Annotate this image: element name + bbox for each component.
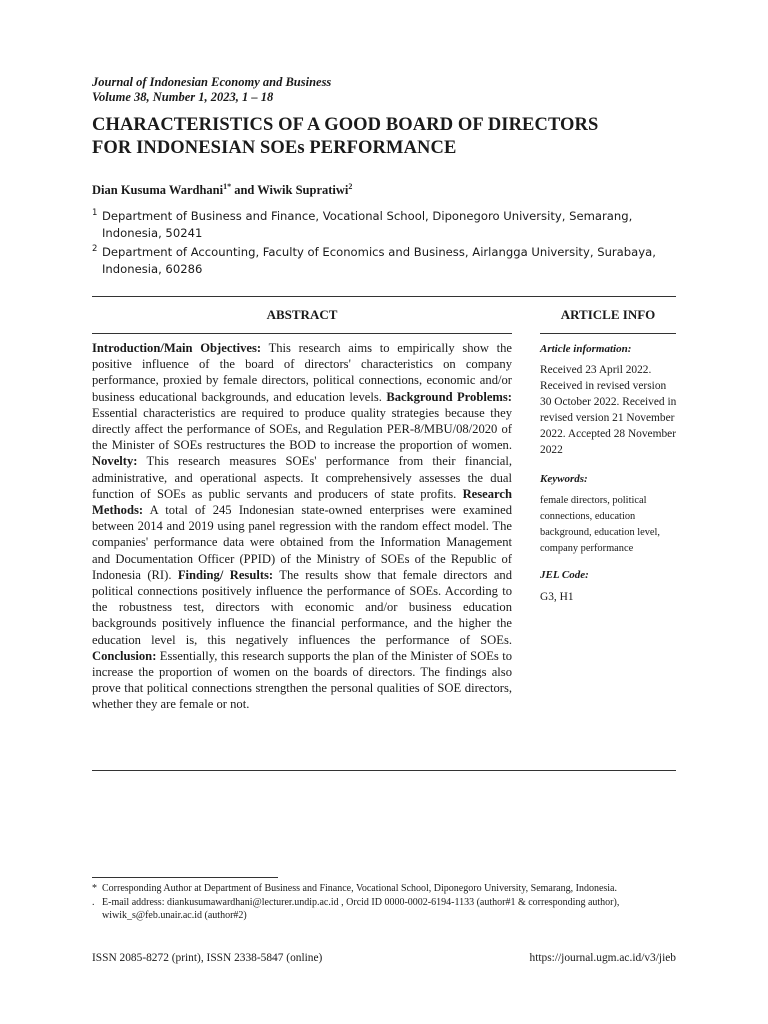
footnote-marker: * xyxy=(92,883,97,894)
novelty-text: This research measures SOEs' performance from their financial, administrative, and operational aspects. It comprehensively assesses the dual function of SOEs as public servants and producers of state profits. xyxy=(92,454,512,501)
findings-label: Finding/ Results: xyxy=(177,567,274,582)
author-2-marker: 2 xyxy=(348,182,353,191)
affiliation-text: Department of Business and Finance, Vocational School, Diponegoro University, Semarang, Indonesia, 50241 xyxy=(102,209,633,240)
title-line-1: CHARACTERISTICS OF A GOOD BOARD OF DIRECTORS xyxy=(92,115,599,135)
affiliation-number: 2 xyxy=(92,244,98,254)
footnotes xyxy=(92,883,676,924)
footnote-text: Corresponding Author at Department of Business and Finance, Vocational School, Diponegoro University, Semarang, Indonesia. xyxy=(102,883,617,894)
jel-code-label: JEL Code: xyxy=(540,569,589,581)
footnote-divider xyxy=(92,877,278,878)
article-info-heading: ARTICLE INFO xyxy=(560,307,656,322)
affiliation-number: 1 xyxy=(92,208,98,218)
abstract-body xyxy=(92,340,512,713)
findings-text: The results show that female directors and political connections positively influence the performance of SOEs. According to the robustness test, directors with economic and/or business education backgrounds positively influence the financial performance, and the higher the education level is, this negatively influences the performance of SOEs. xyxy=(92,567,513,647)
received-dates: Received 23 April 2022. Received in revised version 30 October 2022. Received in revised version 21 November 2022. Accepted 28 November 2022 xyxy=(540,364,677,456)
intro-text: This research aims to empirically show the positive influence of the board of directors' characteristics on company performance, proxied by female directors, political connections, economic and/or business educational backgrounds, and education levels. xyxy=(92,341,512,404)
footnote-corresponding xyxy=(92,883,676,895)
author-conjunction: and xyxy=(231,183,258,198)
footer-issn: ISSN 2085-8272 (print), ISSN 2338-5847 (online) xyxy=(92,952,323,964)
methods-text: A total of 245 Indonesian state-owned enterprises were examined between 2014 and 2019 using panel regression with the random effect model. The companies' performance data were obtained from the Information Management and Documentation Officer (PPID) of the Ministry of SOEs of the Republic of Indonesia (RI). xyxy=(92,503,512,582)
affiliation-2 xyxy=(92,244,672,277)
bottom-divider xyxy=(92,770,676,771)
info-heading-underline xyxy=(540,333,676,334)
intro-label: Introduction/Main Objectives: xyxy=(92,341,262,355)
article-information-label: Article information: xyxy=(540,343,632,355)
abstract-heading: ABSTRACT xyxy=(266,307,338,322)
journal-header xyxy=(92,75,331,105)
novelty-label: Novelty: xyxy=(92,454,138,469)
author-list xyxy=(92,182,352,198)
top-divider xyxy=(92,296,676,297)
article-info-panel xyxy=(540,341,680,605)
footer-url[interactable]: https://journal.ugm.ac.id/v3/jieb xyxy=(529,952,676,964)
affiliation-text: Department of Accounting, Faculty of Economics and Business, Airlangga University, Surabaya, Indonesia, 60286 xyxy=(102,245,656,276)
methods-label: Research Methods: xyxy=(92,486,512,518)
journal-volume: Volume 38, Number 1, 2023, 1 – 18 xyxy=(92,90,274,104)
abstract-heading-underline xyxy=(92,333,512,334)
background-label: Background Problems: xyxy=(386,389,513,404)
author-1: Dian Kusuma Wardhani xyxy=(92,183,224,198)
author-1-marker: 1* xyxy=(223,182,232,191)
paper-title xyxy=(92,114,692,160)
footnote-marker: . xyxy=(92,897,95,909)
footnote-email xyxy=(92,897,676,922)
keywords-label: Keywords: xyxy=(540,473,588,485)
background-text: Essential characteristics are required to produce quality strategies because they directly affect the performance of SOEs, and Regulation PER-8/MBU/08/2020 of the Minister of SOEs restructures the BOD to increase the proportion of women. xyxy=(92,405,512,453)
affiliation-1 xyxy=(92,208,672,241)
jel-code-value: G3, H1 xyxy=(540,591,574,603)
author-2: Wiwik Supratiwi xyxy=(257,183,349,198)
affiliation-list xyxy=(92,208,672,280)
footnote-text: E-mail address: diankusumawardhani@lecturer.undip.ac.id , Orcid ID 0000-0002-6194-1133 (author#1 & corresponding author), wiwik_s@feb.unair.ac.id (author#2) xyxy=(102,897,620,921)
keywords-text: female directors, political connections, education background, education level, company performance xyxy=(540,495,661,554)
conclusion-text: Essentially, this research supports the plan of the Minister of SOEs to increase the proportion of women on the boards of directors. The findings also prove that political connections strengthen the personal qualities of SOE directors, whether they are female or not. xyxy=(92,648,512,712)
journal-name: Journal of Indonesian Economy and Business xyxy=(92,75,332,89)
title-line-2: FOR INDONESIAN SOEs PERFORMANCE xyxy=(92,138,457,158)
conclusion-label: Conclusion: xyxy=(92,648,157,663)
